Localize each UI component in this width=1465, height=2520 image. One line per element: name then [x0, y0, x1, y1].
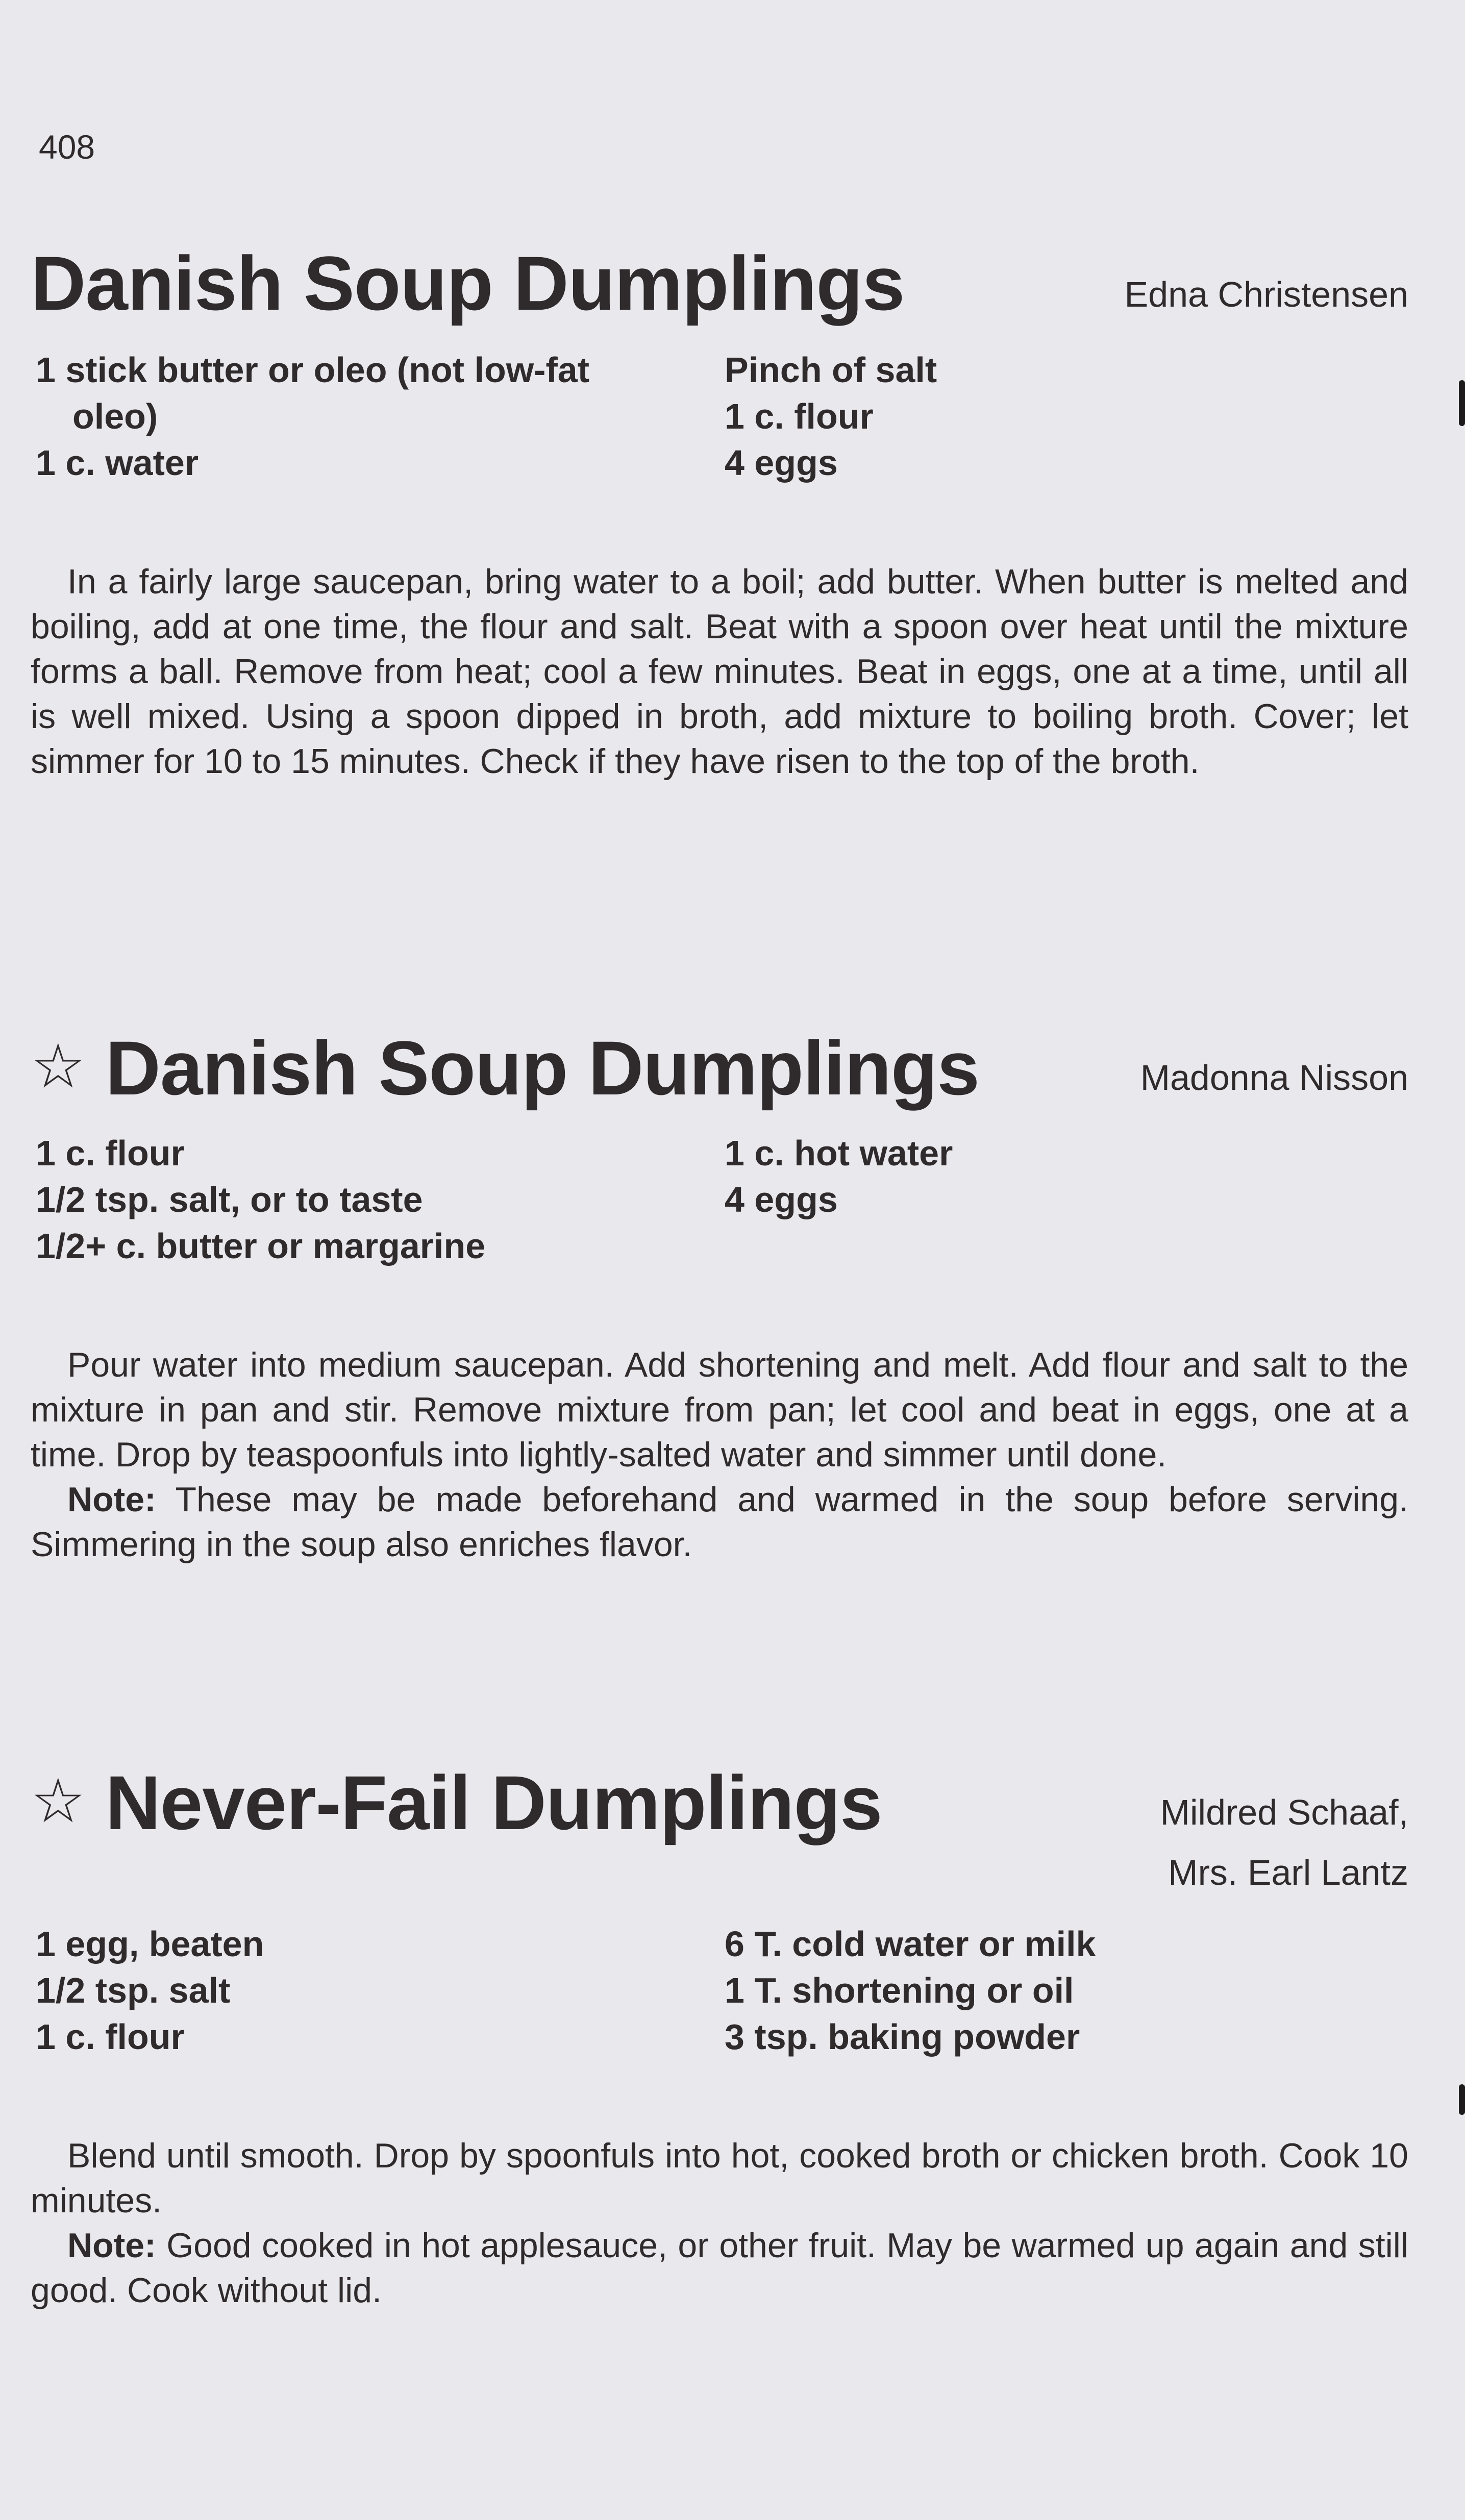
ingredients	[31, 1130, 1408, 1283]
ingredient: 4 eggs	[725, 1180, 838, 1219]
ingredients-left-column	[36, 347, 699, 486]
recipe-header	[31, 235, 1408, 332]
directions-text: Blend until smooth. Drop by spoonfuls into hot, cooked broth or chicken broth. Cook 10 minutes.	[31, 2136, 1408, 2220]
ingredient: 1 c. hot water	[725, 1133, 953, 1173]
recipe-header	[31, 1018, 1408, 1115]
ingredients-right-column	[725, 1921, 1388, 2060]
ingredient: Pinch of salt	[725, 350, 937, 390]
ingredient: 3 tsp. baking powder	[725, 2017, 1080, 2057]
recipe-author	[1160, 1782, 1408, 1903]
directions	[31, 2133, 1408, 2313]
ingredient: 1/2 tsp. salt	[36, 1970, 231, 2010]
note-label: Note:	[67, 2226, 156, 2265]
recipe-2	[31, 1018, 1408, 1564]
recipe-title	[31, 1018, 979, 1116]
directions	[31, 559, 1408, 784]
ingredients-right-column	[725, 1130, 1388, 1223]
ingredient: 1 c. flour	[36, 1133, 185, 1173]
ingredient: 6 T. cold water or milk	[725, 1924, 1096, 1964]
ingredient: 1 c. flour	[725, 396, 874, 436]
ingredients	[31, 1921, 1408, 2074]
scan-edge-mark	[1459, 380, 1465, 426]
recipe-1	[31, 235, 1408, 781]
ingredient: 1 c. water	[36, 443, 199, 483]
recipe-note	[31, 1477, 1408, 1567]
ingredients-left-column	[36, 1921, 699, 2060]
author-name-2: Mrs. Earl Lantz	[1168, 1853, 1408, 1892]
scan-edge-mark	[1459, 2084, 1465, 2115]
ingredients-right-column	[725, 347, 1388, 486]
recipe-author	[1125, 264, 1408, 325]
recipe-header	[31, 1753, 1408, 1892]
ingredient: 1 stick butter or oleo (not low-fat	[36, 350, 590, 390]
ingredient: 1 T. shortening or oil	[725, 1970, 1074, 2010]
star-icon: ☆	[31, 1767, 85, 1835]
directions	[31, 1342, 1408, 1567]
note-text: Good cooked in hot applesauce, or other fruit. May be warmed up again and still good. Cook without lid.	[31, 2226, 1408, 2310]
recipe-title-text: Danish Soup Dumplings	[105, 1025, 979, 1111]
recipe-note	[31, 2223, 1408, 2313]
star-icon: ☆	[31, 1032, 85, 1101]
note-label: Note:	[67, 1480, 156, 1519]
recipe-title-text: Danish Soup Dumplings	[31, 240, 905, 326]
recipe-title	[31, 1753, 882, 1851]
ingredient: 1/2 tsp. salt, or to taste	[36, 1180, 423, 1219]
ingredients	[31, 347, 1408, 500]
recipe-title	[31, 235, 904, 332]
note-text: These may be made beforehand and warmed in the soup before serving. Simmering in the soup also enriches flavor.	[31, 1480, 1408, 1564]
recipe-title-text: Never-Fail Dumplings	[105, 1760, 882, 1845]
page-number: 408	[39, 128, 95, 166]
author-name: Mildred Schaaf,	[1160, 1792, 1408, 1832]
author-name: Madonna Nisson	[1140, 1058, 1408, 1097]
recipe-3	[31, 1753, 1408, 2310]
ingredient: 4 eggs	[725, 443, 838, 483]
ingredient-continuation: oleo)	[72, 396, 158, 436]
directions-text: Pour water into medium saucepan. Add shortening and melt. Add flour and salt to the mixture in pan and stir. Remove mixture from pan; let cool and beat in eggs, one at a time. Drop by teaspoonfuls into lightly-salted water and simmer until done.	[31, 1345, 1408, 1474]
ingredient: 1/2+ c. butter or margarine	[36, 1226, 486, 1266]
ingredient: 1 egg, beaten	[36, 1924, 264, 1964]
ingredient: 1 c. flour	[36, 2017, 185, 2057]
recipe-author	[1140, 1047, 1408, 1108]
ingredients-left-column	[36, 1130, 699, 1269]
directions-text: In a fairly large saucepan, bring water to a boil; add butter. When butter is melted and boiling, add at one time, the flour and salt. Beat with a spoon over heat until the mixture forms a ball. Remove from heat; cool a few minutes. Beat in eggs, one at a time, until all is well mixed. Using a spoon dipped in broth, add mixture to boiling broth. Cover; let simmer for 10 to 15 minutes. Check if they have risen to the top of the broth.	[31, 562, 1408, 781]
author-name: Edna Christensen	[1124, 275, 1408, 314]
